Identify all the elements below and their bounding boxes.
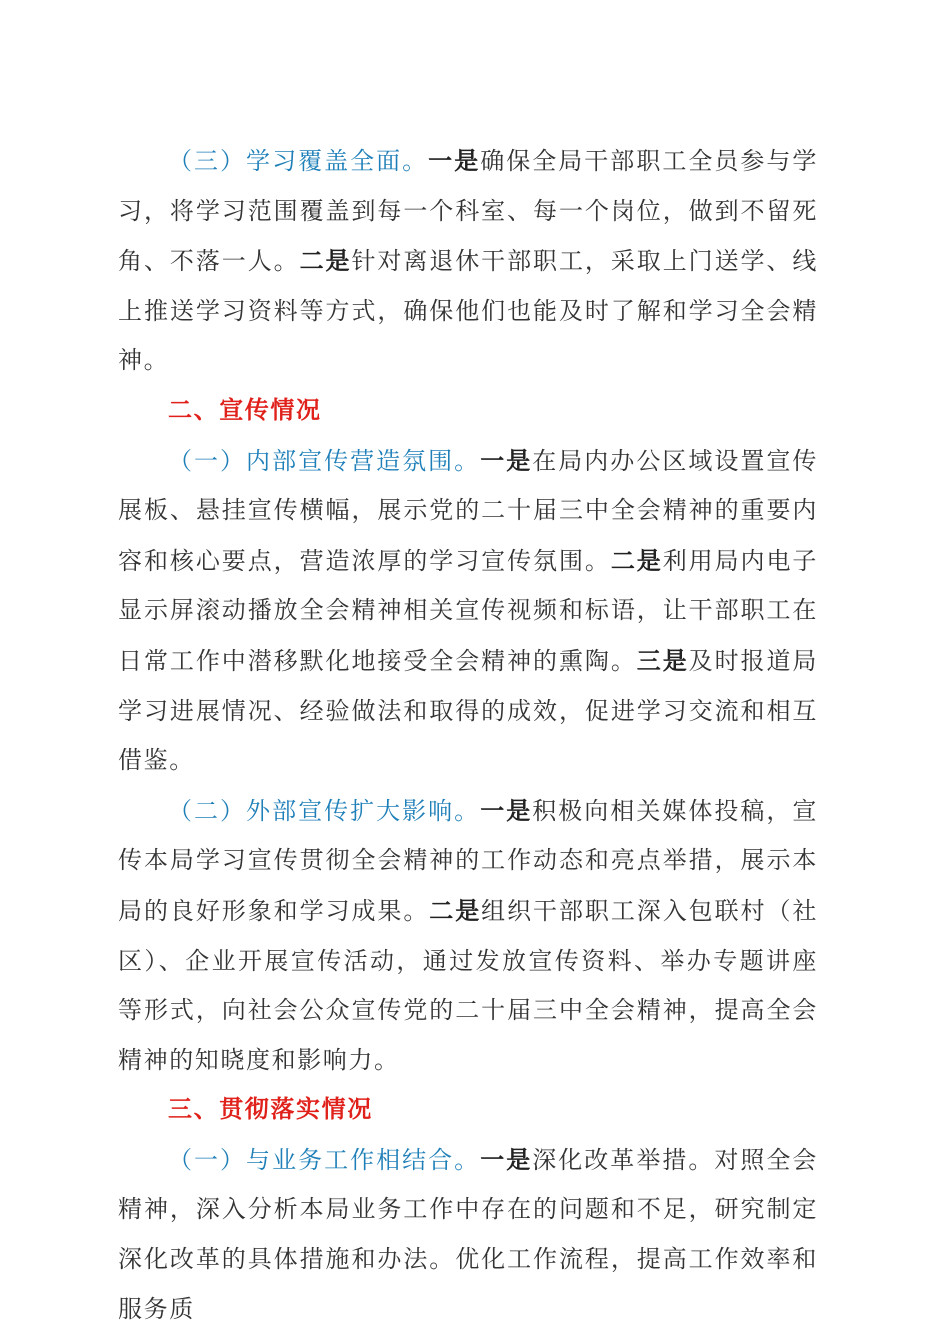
section-heading-publicity: 二、宣传情况 <box>168 395 322 424</box>
bold-marker: 三是 <box>636 645 689 675</box>
bold-marker: 一是 <box>480 1144 533 1174</box>
bold-marker: 二是 <box>610 545 663 575</box>
body-text: 深化改革举措。对照全会精神，深入分析本局业务工作中存在的问题和不足，研究制定深化改革的具体措施和办法。优化工作流程，提高工作效率和服务质 <box>118 1145 819 1323</box>
subheading: （一）内部宣传营造氛围。 <box>168 446 481 475</box>
bold-marker: 一是 <box>480 445 533 475</box>
subheading: （一）与业务工作相结合。 <box>168 1145 481 1174</box>
subheading: （三）学习覆盖全面。 <box>168 147 429 175</box>
subheading: （二）外部宣传扩大影响。 <box>168 796 481 825</box>
body-text: 在局内办公区域设置宣传展板、悬挂宣传横幅，展示党的二十届三中全会精神的重要内容和核心要点，营造浓厚的学习宣传氛围。 <box>118 446 819 575</box>
paragraph-business-integration <box>118 1135 818 1334</box>
body-text: 积极向相关媒体投稿，宣传本局学习宣传贯彻全会精神的工作动态和亮点举措，展示本局的良好形象和学习成果。 <box>118 796 819 925</box>
body-text: 及时报道局学习进展情况、经验做法和取得的成效，促进学习交流和相互借鉴。 <box>118 646 819 775</box>
paragraph-learning-coverage <box>118 136 818 386</box>
bold-marker: 一是 <box>428 146 481 175</box>
body-text: 利用局内电子显示屏滚动播放全会精神相关宣传视频和标语，让干部职工在日常工作中潜移默化地接受全会精神的熏陶。 <box>118 546 819 675</box>
document-body <box>118 136 818 1334</box>
bold-marker: 二是 <box>299 246 352 276</box>
paragraph-internal-publicity <box>118 436 818 786</box>
section-heading-implementation: 三、贯彻落实情况 <box>168 1095 373 1124</box>
bold-marker: 一是 <box>480 795 533 825</box>
paragraph-external-publicity <box>118 786 818 1086</box>
body-text: 组织干部职工深入包联村（社区）、企业开展宣传活动，通过发放宣传资料、举办专题讲座等形式，向社会公众宣传党的二十届三中全会精神，提高全会精神的知晓度和影响力。 <box>118 896 819 1074</box>
body-text: 针对离退休干部职工，采取上门送学、线上推送学习资料等方式，确保他们也能及时了解和学习全会精神。 <box>118 247 819 375</box>
bold-marker: 二是 <box>429 895 482 925</box>
body-text: 确保全局干部职工全员参与学习，将学习范围覆盖到每一个科室、每一个岗位，做到不留死角、不落一人。 <box>118 147 819 276</box>
